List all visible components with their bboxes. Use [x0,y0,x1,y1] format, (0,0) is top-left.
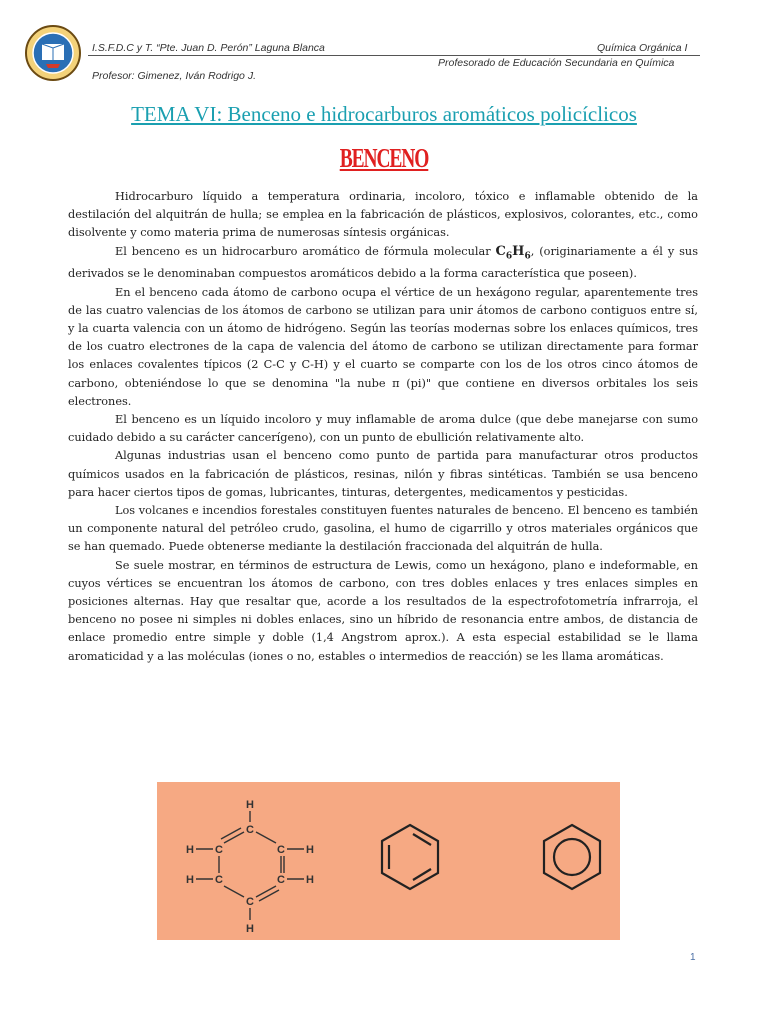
atom-label: C [246,896,254,908]
atom-label: H [246,923,254,935]
paragraph: Hidrocarburo líquido a temperatura ordinaria, incoloro, tóxico e inflamable obtenido de la destilación del alquitrán de hulla; se emplea en la fabricación de plásticos, explosivos, colorantes, etc., como disolvente y como materia prima de numerosas síntesis orgánicas. [68,190,698,240]
paragraph-text: El benceno es un hidrocarburo aromático de fórmula molecular [115,244,496,258]
page-number: 1 [690,952,696,963]
atom-label: C [277,844,285,856]
header-divider [88,55,700,56]
paragraph [68,243,698,284]
paragraph: El benceno es un líquido incoloro y muy inflamable de aroma dulce (que debe manejarse con sumo cuidado debido a su carácter cancerígeno), con un punto de ebullición relativamente alto. [68,413,698,445]
atom-label: H [306,874,314,886]
atom-label: C [215,844,223,856]
benzene-structures-svg [157,782,620,940]
formula-hydrogen-subscript: 6 [524,251,531,262]
institution-logo [22,24,84,82]
paragraph-text: , (originariamente a él y sus derivados se le denominaban compuestos aromáticos debido a la forma característica que poseen). [68,244,699,281]
teacher-name: Profesor: Gimenez, Iván Rodrigo J. [92,70,256,82]
kekule-structure [186,799,314,935]
atom-label: C [277,874,285,886]
atom-label: C [246,824,254,836]
formula-carbon-subscript: 6 [505,251,513,262]
section-heading: BENCENO [339,143,429,173]
molecular-formula [495,243,531,262]
atom-label: C [215,874,223,886]
institution-name: I.S.F.D.C y T. “Pte. Juan D. Perón” Laguna Blanca [92,42,325,54]
paragraph: Los volcanes e incendios forestales constituyen fuentes naturales de benceno. El benceno es también un componente natural del petróleo crudo, gasolina, el humo de cigarrillo y otros materiales orgánicos que se han quemado. Puede obtenerse mediante la destilación fraccionada del alquitrán de hulla. [68,504,698,554]
paragraph: Se suele mostrar, en términos de estructura de Lewis, como un hexágono, plano e indeformable, en cuyos vértices se encuentran los átomos de carbono, con tres dobles enlaces y tres enlaces simples en posiciones alternas. Hay que resaltar que, acorde a los resultados de la espectrofotometría infrarroja, el benceno no posee ni simples ni dobles enlaces, sino un híbrido de resonancia entre ambos, de distancia de enlace promedio entre simple y doble (1,4 Angstrom aprox.). A esta especial estabilidad se le llama aromaticidad y a las moléculas (iones o no, estables o intermedios de reacción) se les llama aromáticas. [68,558,698,663]
paragraph: En el benceno cada átomo de carbono ocupa el vértice de un hexágono regular, aparentemente tres de las cuatro valencias de los átomos de carbono se utilizan para unir átomos de carbono contiguos entre sí, y la cuarta valencia con un átomo de hidrógeno. Según las teorías modernas sobre los enlaces químicos, tres de los cuatro electrones de la capa de valencia del átomo de carbono se utilizan directamente para formar los enlaces covalentes típicos (2 C-C y C-H) y el cuarto se comparte con los de los otros cinco átomos de carbono, obteniéndose lo que se denomina "la nube π (pi)" que contiene en diversos orbitales los seis electrones. [68,285,698,408]
benzene-hexagon-circle [544,825,600,889]
course-name: Química Orgánica I [597,42,688,54]
atom-label: H [186,844,194,856]
body-text [68,188,698,666]
formula-carbon: C [495,243,506,259]
benzene-hexagon-double-bonds [382,825,438,889]
paragraph: Algunas industrias usan el benceno como punto de partida para manufacturar otros productos químicos usados en la fabricación de plásticos, resinas, nilón y fibras sintéticas. También se usa benceno para hacer ciertos tipos de gomas, lubricantes, tinturas, detergentes, medicamentos y pesticidas. [68,449,698,499]
atom-label: H [246,799,254,811]
atom-label: H [306,844,314,856]
program-name: Profesorado de Educación Secundaria en Química [438,57,675,69]
page-title: TEMA VI: Benceno e hidrocarburos aromáticos policíclicos [131,102,637,126]
formula-hydrogen: H [512,243,525,259]
benzene-structures-figure [157,782,620,940]
page-header [0,0,768,90]
atom-label: H [186,874,194,886]
